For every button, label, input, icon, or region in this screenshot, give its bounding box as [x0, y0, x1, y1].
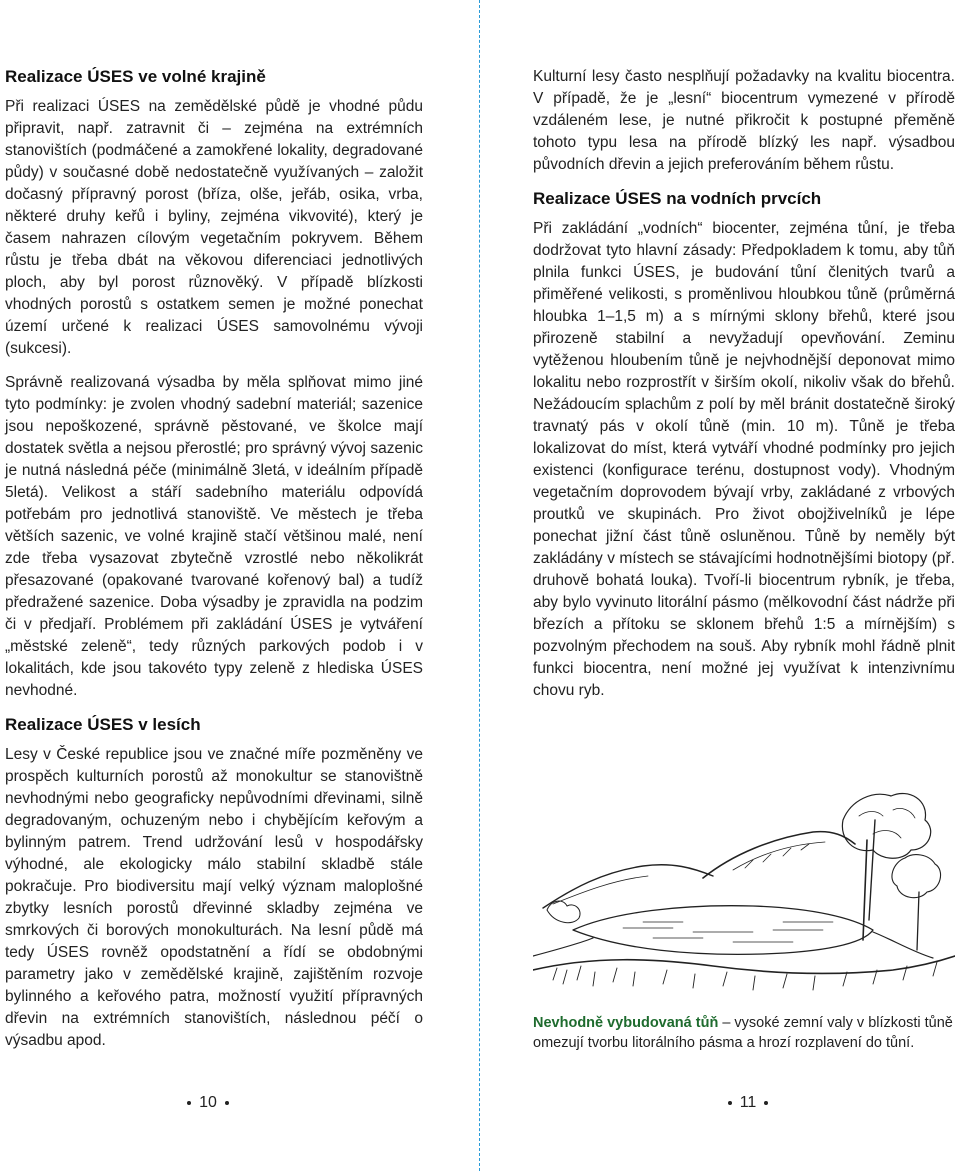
bullet-icon: [187, 1101, 191, 1105]
bullet-icon: [764, 1101, 768, 1105]
paragraph-lesy: Lesy v České republice jsou ve značné míře pozměněny ve prospěch kulturních porostů až monokultur se stanovištně nevhodnými nebo geograficky nepůvodními dřevinami, silně degradovaným, ochuzeným nebo i chybějícím keřovým a bylinným patrem. Trend udržování lesů v hospodářsky výhodné, ale ekologicky málo stabilní skladbě stále pokračuje. Pro biodiversitu mají velký význam maloplošné zbytky lesních porostů dřevinné skladby zejména ve smrkových či borových monokulturách. Na lesní půdě má tedy ÚSES rovněž opodstatnění a řídí se obdobnými parametry jako v zemědělské krajině, zajištěním rozvoje bylinného a keřového patra, možností využití přípravných dřevin na extrémních stanovištích, následnou péčí o výsadbu apod.: [5, 746, 423, 1049]
caption-text: – vysoké zemní valy v blízkosti tůně omezují tvorbu litorálního pásma a hrozí rozplavení do tůní.: [533, 1015, 953, 1051]
heading-lesy: Realizace ÚSES v lesích: [5, 715, 201, 734]
bullet-icon: [225, 1101, 229, 1105]
figure-caption: [533, 1013, 955, 1053]
page-number-right-value: 11: [739, 1094, 757, 1111]
paragraph-vysadba: Správně realizovaná výsadba by měla splňovat mimo jiné tyto podmínky: je zvolen vhodný sadební materiál; sazenice jsou nepoškozené, správně pěstované, ve školce mají dostatek světla a nejsou přerostlé; pro správný vývoj sazenic je nutná následná péče (minimálně 3letá, v ideálním případě 5letá). Velikost a stáří sadebního materiálu odpovídá potřebám pro jednotlivá stanoviště. Ve městech je třeba větších sazenic, ve volné krajině stačí většinou malé, není zde třeba vysazovat zbytečně vzrostlé nebo několikrát přesazované (opakované tvarované kořenový bal) a tudíž předražené sazenice. Doba výsadby je zpravidla na podzim či v předjaří. Problémem při zakládání ÚSES je vytváření „městské zeleně“, tedy různých parkových podob i v lokalitách, kde jsou takovéto typy zeleně z hlediska ÚSES nevhodné.: [5, 374, 423, 699]
paragraph-volna-krajina: Při realizaci ÚSES na zemědělské půdě je vhodné půdu připravit, např. zatravnit či – zejména na extrémních stanovištích (podmáčené a zamokřené lokality, degradované půdy) v současné době nedostatečně využívaných – založit dočasný přípravný porost (bříza, olše, jeřáb, osika, vrba, některé druhy keřů i byliny, zejména vikvovité), který je časem nahrazen cílovým vegetačním pokryvem. Během růstu je třeba dbát na věkovou diferenciaci jednotlivých ploch, aby byl porost různověký. V případě blízkosti vhodných porostů s ostatkem semen je možné ponechat území určené k realizaci ÚSES samovolnému vývoji (sukcesi).: [5, 98, 423, 357]
bullet-icon: [728, 1101, 732, 1105]
page-number-left-value: 10: [199, 1094, 217, 1111]
caption-title: Nevhodně vybudovaná tůň: [533, 1015, 719, 1031]
heading-volna-krajina: Realizace ÚSES ve volné krajině: [5, 67, 266, 86]
paragraph-kulturni-lesy: Kulturní lesy často nesplňují požadavky na kvalitu biocentra. V případě, že je „lesní“ biocentrum vymezené v přírodě vzdáleném lese, je nutné přikročit k postupné přeměně tohoto typu lesa na přírodě blízký les např. výsadbou původních dřevin a jejich preferováním během růstu.: [533, 68, 955, 173]
page-fold-line: [479, 0, 480, 1171]
right-page-column: [533, 66, 955, 714]
pond-illustration: [533, 780, 955, 1005]
pond-sketch-icon: [533, 780, 955, 1005]
left-page-column: [5, 66, 423, 1064]
paragraph-vodni-prvky: Při zakládání „vodních“ biocenter, zejména tůní, je třeba dodržovat tyto hlavní zásady: Předpokladem k tomu, aby tůň plnila funkci ÚSES, je budování tůní členitých tvarů a přiměřené velikosti, s proměnlivou hloubkou tůně (průměrná hloubka 1–1,5 m) a s mírnými sklony břehů, které jsou přirozeně stabilní a nevyžadují opevňování. Zeminu vytěženou hloubením tůně je nejvhodnější deponovat mimo lokalitu nebo rozprostřít v širším okolí, nikoliv však do břehů. Nežádoucím splachům z polí by měl bránit dostatečně široký travnatý pás v okolí tůně (min. 10 m). Tůně je třeba lokalizovat do míst, která vytváří vhodné podmínky pro jejich existenci (konfigurace terénu, dostupnost vody). Vhodným vegetačním doprovodem bývají vrby, zakládané z vrbových proutků ve skupinách. Pro život obojživelníků je lépe ponechat jižní část tůně osluněnou. Tůně by neměly být zakládány v místech se stávajícími hodnotnějšími biotopy (př. druhově bohatá louka). Tvoří-li biocentrum rybník, je třeba, aby bylo vyvinuto litorální pásmo (mělkovodní část nádrže při březích a přítoku se sklonem břehů 1:5 a mírnějším) s pozvolným přechodem na souš. Aby rybník mohl řádně plnit funkci biocentra, není možné jej využívat k intenzivnímu chovu ryb.: [533, 220, 955, 699]
page-number-right: [708, 1094, 788, 1112]
page-number-left: [168, 1094, 248, 1112]
heading-vodni-prvky: Realizace ÚSES na vodních prvcích: [533, 189, 822, 208]
